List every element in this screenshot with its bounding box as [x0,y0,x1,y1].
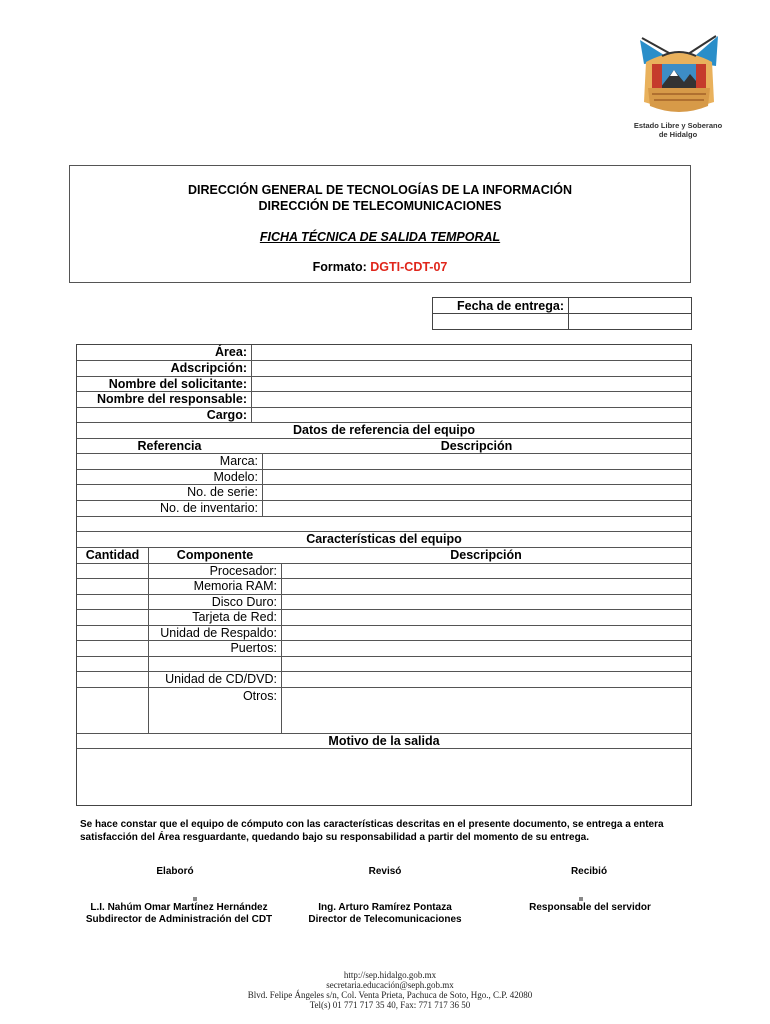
serie-field[interactable] [263,485,691,500]
row-area [77,345,691,360]
component-row [77,625,691,640]
declaration-text: Se hace constar que el equipo de cómputo con las características descritas en el presente documento, se entrega a entera satisfacción del Área resguardante, quedando bajo su responsabilidad a partir del momento de su entrega. [80,819,664,843]
characteristics-column-headers [77,547,691,563]
component-row [77,656,691,671]
elaboro-title: Subdirector de Administración del CDT [85,914,273,925]
reference-col-desc: Descripción [440,438,513,453]
qty-field[interactable] [77,657,148,671]
component-row [77,578,691,594]
reference-row [77,453,691,469]
spacer-row [77,516,691,531]
component-label: Procesador: [209,563,277,578]
characteristics-col-comp: Componente [176,548,254,563]
responsable-field[interactable] [252,392,691,407]
component-row [77,594,691,609]
qty-field[interactable] [77,672,148,687]
inventario-field[interactable] [263,501,691,516]
reference-label: Modelo: [213,469,258,484]
reason-area[interactable] [77,748,691,805]
header-line2: DIRECCIÓN DE TELECOMUNICACIONES [258,199,502,213]
component-desc-field[interactable] [282,626,691,640]
delivery-date-extra-left[interactable] [433,314,569,330]
component-desc-field[interactable] [282,564,691,578]
component-row [77,671,691,687]
reference-section-title: Datos de referencia del equipo [293,423,475,438]
component-desc-field[interactable] [282,657,691,671]
reviso-role: Revisó [368,866,402,877]
responsable-label: Nombre del responsable: [96,392,247,407]
marca-field[interactable] [263,454,691,469]
area-field[interactable] [252,345,691,360]
logo-caption [622,121,734,139]
elaboro-role: Elaboró [156,866,194,877]
component-label: Tarjeta de Red: [192,610,277,625]
reference-row [77,469,691,484]
characteristics-col-qty: Cantidad [85,548,140,563]
reason-section-header [77,733,691,748]
elaboro-block [70,902,288,926]
header-box [69,165,691,283]
reason-section-title: Motivo de la salida [328,733,440,748]
logo-caption-line2: de Hidalgo [658,130,698,139]
reference-section-header [77,422,691,438]
component-label: Otros: [242,688,277,703]
modelo-field[interactable] [263,470,691,484]
delivery-date-field[interactable] [569,298,692,314]
component-desc-field[interactable] [282,579,691,594]
qty-field[interactable] [77,564,148,578]
qty-field[interactable] [77,610,148,625]
characteristics-col-desc: Descripción [450,548,522,563]
characteristics-section-header [77,531,691,547]
footer-phone: Tel(s) 01 771 717 35 40, Fax: 771 717 36 50 [309,1000,471,1010]
header-line1: DIRECCIÓN GENERAL DE TECNOLOGÍAS DE LA INFORMACIÓN [187,183,573,197]
component-row-otros [77,687,691,733]
row-adscripcion [77,360,691,376]
reference-row [77,500,691,516]
signature-mark [579,897,583,901]
reference-label: Marca: [219,454,258,469]
reviso-name: Ing. Arturo Ramírez Pontaza [318,902,452,913]
qty-field[interactable] [77,595,148,609]
cargo-label: Cargo: [206,407,247,422]
signature-mark [193,897,197,901]
delivery-date-extra-right[interactable] [569,314,692,330]
component-label: Unidad de CD/DVD: [165,672,277,687]
qty-field[interactable] [77,626,148,640]
row-cargo [77,407,691,422]
component-label [149,657,281,671]
recibio-block [510,902,670,914]
reviso-block [290,902,480,926]
format-label: Formato: [312,260,367,274]
component-label: Puertos: [230,641,277,656]
solicitante-field[interactable] [252,377,691,391]
footer-email[interactable]: secretaria.educación@seph.gob.mx [326,980,454,990]
format-line [70,260,690,274]
row-solicitante [77,376,691,391]
component-desc-field[interactable] [282,595,691,609]
component-desc-field[interactable] [282,641,691,656]
recibio-name: Responsable del servidor [529,902,651,913]
component-row [77,563,691,578]
cargo-field[interactable] [252,408,691,422]
characteristics-section-title: Características del equipo [306,532,462,547]
reference-label: No. de serie: [187,485,258,500]
footer-address [200,970,580,1010]
footer-street: Blvd. Felipe Ángeles s/n, Col. Venta Prieta, Pachuca de Soto, Hgo., C.P. 42080 [247,990,533,1000]
component-desc-field[interactable] [282,688,691,733]
logo-caption-line1: Estado Libre y Soberano [633,121,723,130]
delivery-date-box [432,297,692,329]
area-label: Área: [215,345,247,360]
component-row [77,609,691,625]
solicitante-label: Nombre del solicitante: [108,376,247,391]
reviso-title: Director de Telecomunicaciones [308,914,462,925]
delivery-date-label: Fecha de entrega: [433,298,569,314]
component-desc-field[interactable] [282,672,691,687]
adscripcion-label: Adscripción: [170,361,247,376]
qty-field[interactable] [77,688,148,733]
reference-column-headers [77,438,691,453]
component-label: Memoria RAM: [193,579,277,594]
component-label: Disco Duro: [211,594,277,609]
qty-field[interactable] [77,579,148,594]
recibio-role: Recibió [570,866,608,877]
footer-url[interactable]: http://sep.hidalgo.gob.mx [343,970,437,980]
component-label: Unidad de Respaldo: [160,625,277,640]
qty-field[interactable] [77,641,148,656]
format-code: DGTI-CDT-07 [370,260,448,274]
reference-row [77,484,691,500]
adscripcion-field[interactable] [252,361,691,376]
component-desc-field[interactable] [282,610,691,625]
form-title: FICHA TÉCNICA DE SALIDA TEMPORAL [259,230,501,244]
elaboro-name: L.I. Nahúm Omar Martínez Hernández [90,902,268,913]
row-responsable [77,391,691,407]
reference-label: No. de inventario: [160,501,258,516]
equipment-form-table [76,344,692,806]
reference-col-ref: Referencia [137,438,202,453]
component-row [77,640,691,656]
